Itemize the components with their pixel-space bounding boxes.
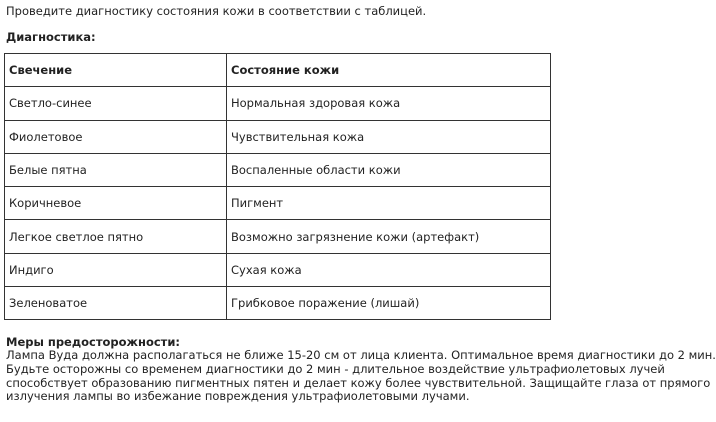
glow-cell: Легкое светлое пятно bbox=[5, 220, 227, 253]
table-row bbox=[5, 120, 551, 153]
diagnostics-heading: Диагностика: bbox=[6, 30, 96, 44]
glow-cell: Зеленоватое bbox=[5, 287, 227, 320]
precautions-line: Будьте осторожны со временем диагностики до 2 мин - длительное воздействие ультрафиолетовых лучей bbox=[6, 361, 665, 376]
diagnostics-table bbox=[4, 53, 551, 320]
table-row bbox=[5, 253, 551, 286]
column-header-glow: Свечение bbox=[5, 54, 227, 87]
glow-cell: Коричневое bbox=[5, 187, 227, 220]
condition-cell: Чувствительная кожа bbox=[227, 120, 551, 153]
precautions-line: излучения лампы во избежание повреждения ультрафиолетовыми лучами. bbox=[6, 389, 470, 404]
table-row bbox=[5, 153, 551, 186]
intro-text: Проведите диагностику состояния кожи в соответствии с таблицей. bbox=[6, 4, 427, 18]
precautions-line: способствует образованию пигментных пятен и делает кожу более чувствительной. Защищайте глаза от прямого bbox=[6, 375, 711, 390]
glow-cell: Фиолетовое bbox=[5, 120, 227, 153]
table-row bbox=[5, 220, 551, 253]
precautions-text bbox=[6, 348, 716, 404]
condition-cell: Нормальная здоровая кожа bbox=[227, 87, 551, 120]
table-header-row bbox=[5, 54, 551, 87]
precautions-heading: Меры предосторожности: bbox=[6, 335, 180, 349]
glow-cell: Белые пятна bbox=[5, 153, 227, 186]
table-row bbox=[5, 287, 551, 320]
glow-cell: Индиго bbox=[5, 253, 227, 286]
condition-cell: Сухая кожа bbox=[227, 253, 551, 286]
condition-cell: Возможно загрязнение кожи (артефакт) bbox=[227, 220, 551, 253]
column-header-skin-condition: Состояние кожи bbox=[227, 54, 551, 87]
condition-cell: Грибковое поражение (лишай) bbox=[227, 287, 551, 320]
condition-cell: Пигмент bbox=[227, 187, 551, 220]
glow-cell: Светло-синее bbox=[5, 87, 227, 120]
precautions-line: Лампа Вуда должна располагаться не ближе 15-20 см от лица клиента. Оптимальное время диагностики до 2 мин. bbox=[6, 348, 716, 362]
table-row bbox=[5, 187, 551, 220]
table-row bbox=[5, 87, 551, 120]
condition-cell: Воспаленные области кожи bbox=[227, 153, 551, 186]
